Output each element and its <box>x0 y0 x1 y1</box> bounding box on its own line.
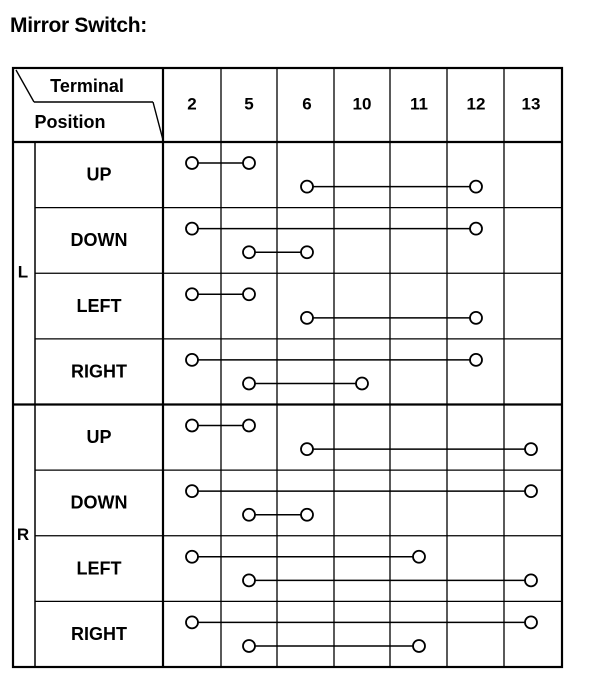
terminal-node <box>413 640 425 652</box>
header-diagonal <box>153 102 163 140</box>
continuity-connection <box>243 378 368 390</box>
terminal-header-label: Terminal <box>50 75 124 96</box>
terminal-node <box>243 509 255 521</box>
continuity-connection <box>301 181 482 193</box>
terminal-node <box>243 574 255 586</box>
position-label: RIGHT <box>71 623 127 644</box>
table-row <box>71 485 538 521</box>
terminal-node <box>186 420 198 432</box>
table-row <box>86 157 482 193</box>
position-label: LEFT <box>76 295 122 316</box>
terminal-node <box>301 443 313 455</box>
group-label-L: L <box>17 262 29 282</box>
terminal-number-5: 5 <box>244 94 254 114</box>
terminal-node <box>470 312 482 324</box>
position-label: DOWN <box>70 492 128 513</box>
terminal-node <box>413 551 425 563</box>
terminal-node <box>186 223 198 235</box>
position-label: UP <box>86 427 112 448</box>
terminal-node <box>243 378 255 390</box>
terminal-node <box>243 420 255 432</box>
terminal-node <box>243 288 255 300</box>
header-diagonal <box>16 70 34 102</box>
continuity-connection <box>301 312 482 324</box>
continuity-connection <box>243 509 313 521</box>
group-label-R: R <box>16 525 30 545</box>
terminal-node <box>525 574 537 586</box>
position-label: UP <box>86 164 112 185</box>
table-row <box>77 288 483 324</box>
terminal-number-12: 12 <box>466 94 486 114</box>
terminal-node <box>186 616 198 628</box>
terminal-number-6: 6 <box>302 94 312 114</box>
table-header <box>16 70 540 140</box>
continuity-connection <box>243 246 313 258</box>
position-header-label: Position <box>34 111 106 132</box>
continuity-connection <box>186 616 537 628</box>
continuity-connection <box>186 485 537 497</box>
terminal-node <box>186 157 198 169</box>
terminal-node <box>243 640 255 652</box>
terminal-node <box>470 223 482 235</box>
diagram-title: Mirror Switch: <box>10 14 147 37</box>
continuity-connection <box>301 443 537 455</box>
terminal-node <box>525 485 537 497</box>
terminal-node <box>525 616 537 628</box>
terminal-number-10: 10 <box>352 94 372 114</box>
terminal-node <box>301 509 313 521</box>
terminal-number-2: 2 <box>187 94 197 114</box>
table-row <box>71 223 483 259</box>
table-row <box>71 616 537 652</box>
terminal-number-11: 11 <box>410 94 428 114</box>
table-row <box>77 551 538 587</box>
terminal-node <box>470 354 482 366</box>
terminal-node <box>301 312 313 324</box>
terminal-node <box>356 378 368 390</box>
terminal-node <box>186 485 198 497</box>
terminal-node <box>301 246 313 258</box>
terminal-number-13: 13 <box>521 94 541 114</box>
terminal-node <box>301 181 313 193</box>
continuity-connection <box>186 551 425 563</box>
terminal-node <box>470 181 482 193</box>
position-label: DOWN <box>70 230 128 251</box>
terminal-node <box>243 246 255 258</box>
terminal-node <box>186 551 198 563</box>
position-label: LEFT <box>76 558 122 579</box>
terminal-node <box>243 157 255 169</box>
table-row <box>86 420 537 456</box>
terminal-node <box>186 354 198 366</box>
position-label: RIGHT <box>71 361 127 382</box>
terminal-node <box>525 443 537 455</box>
terminal-node <box>186 288 198 300</box>
